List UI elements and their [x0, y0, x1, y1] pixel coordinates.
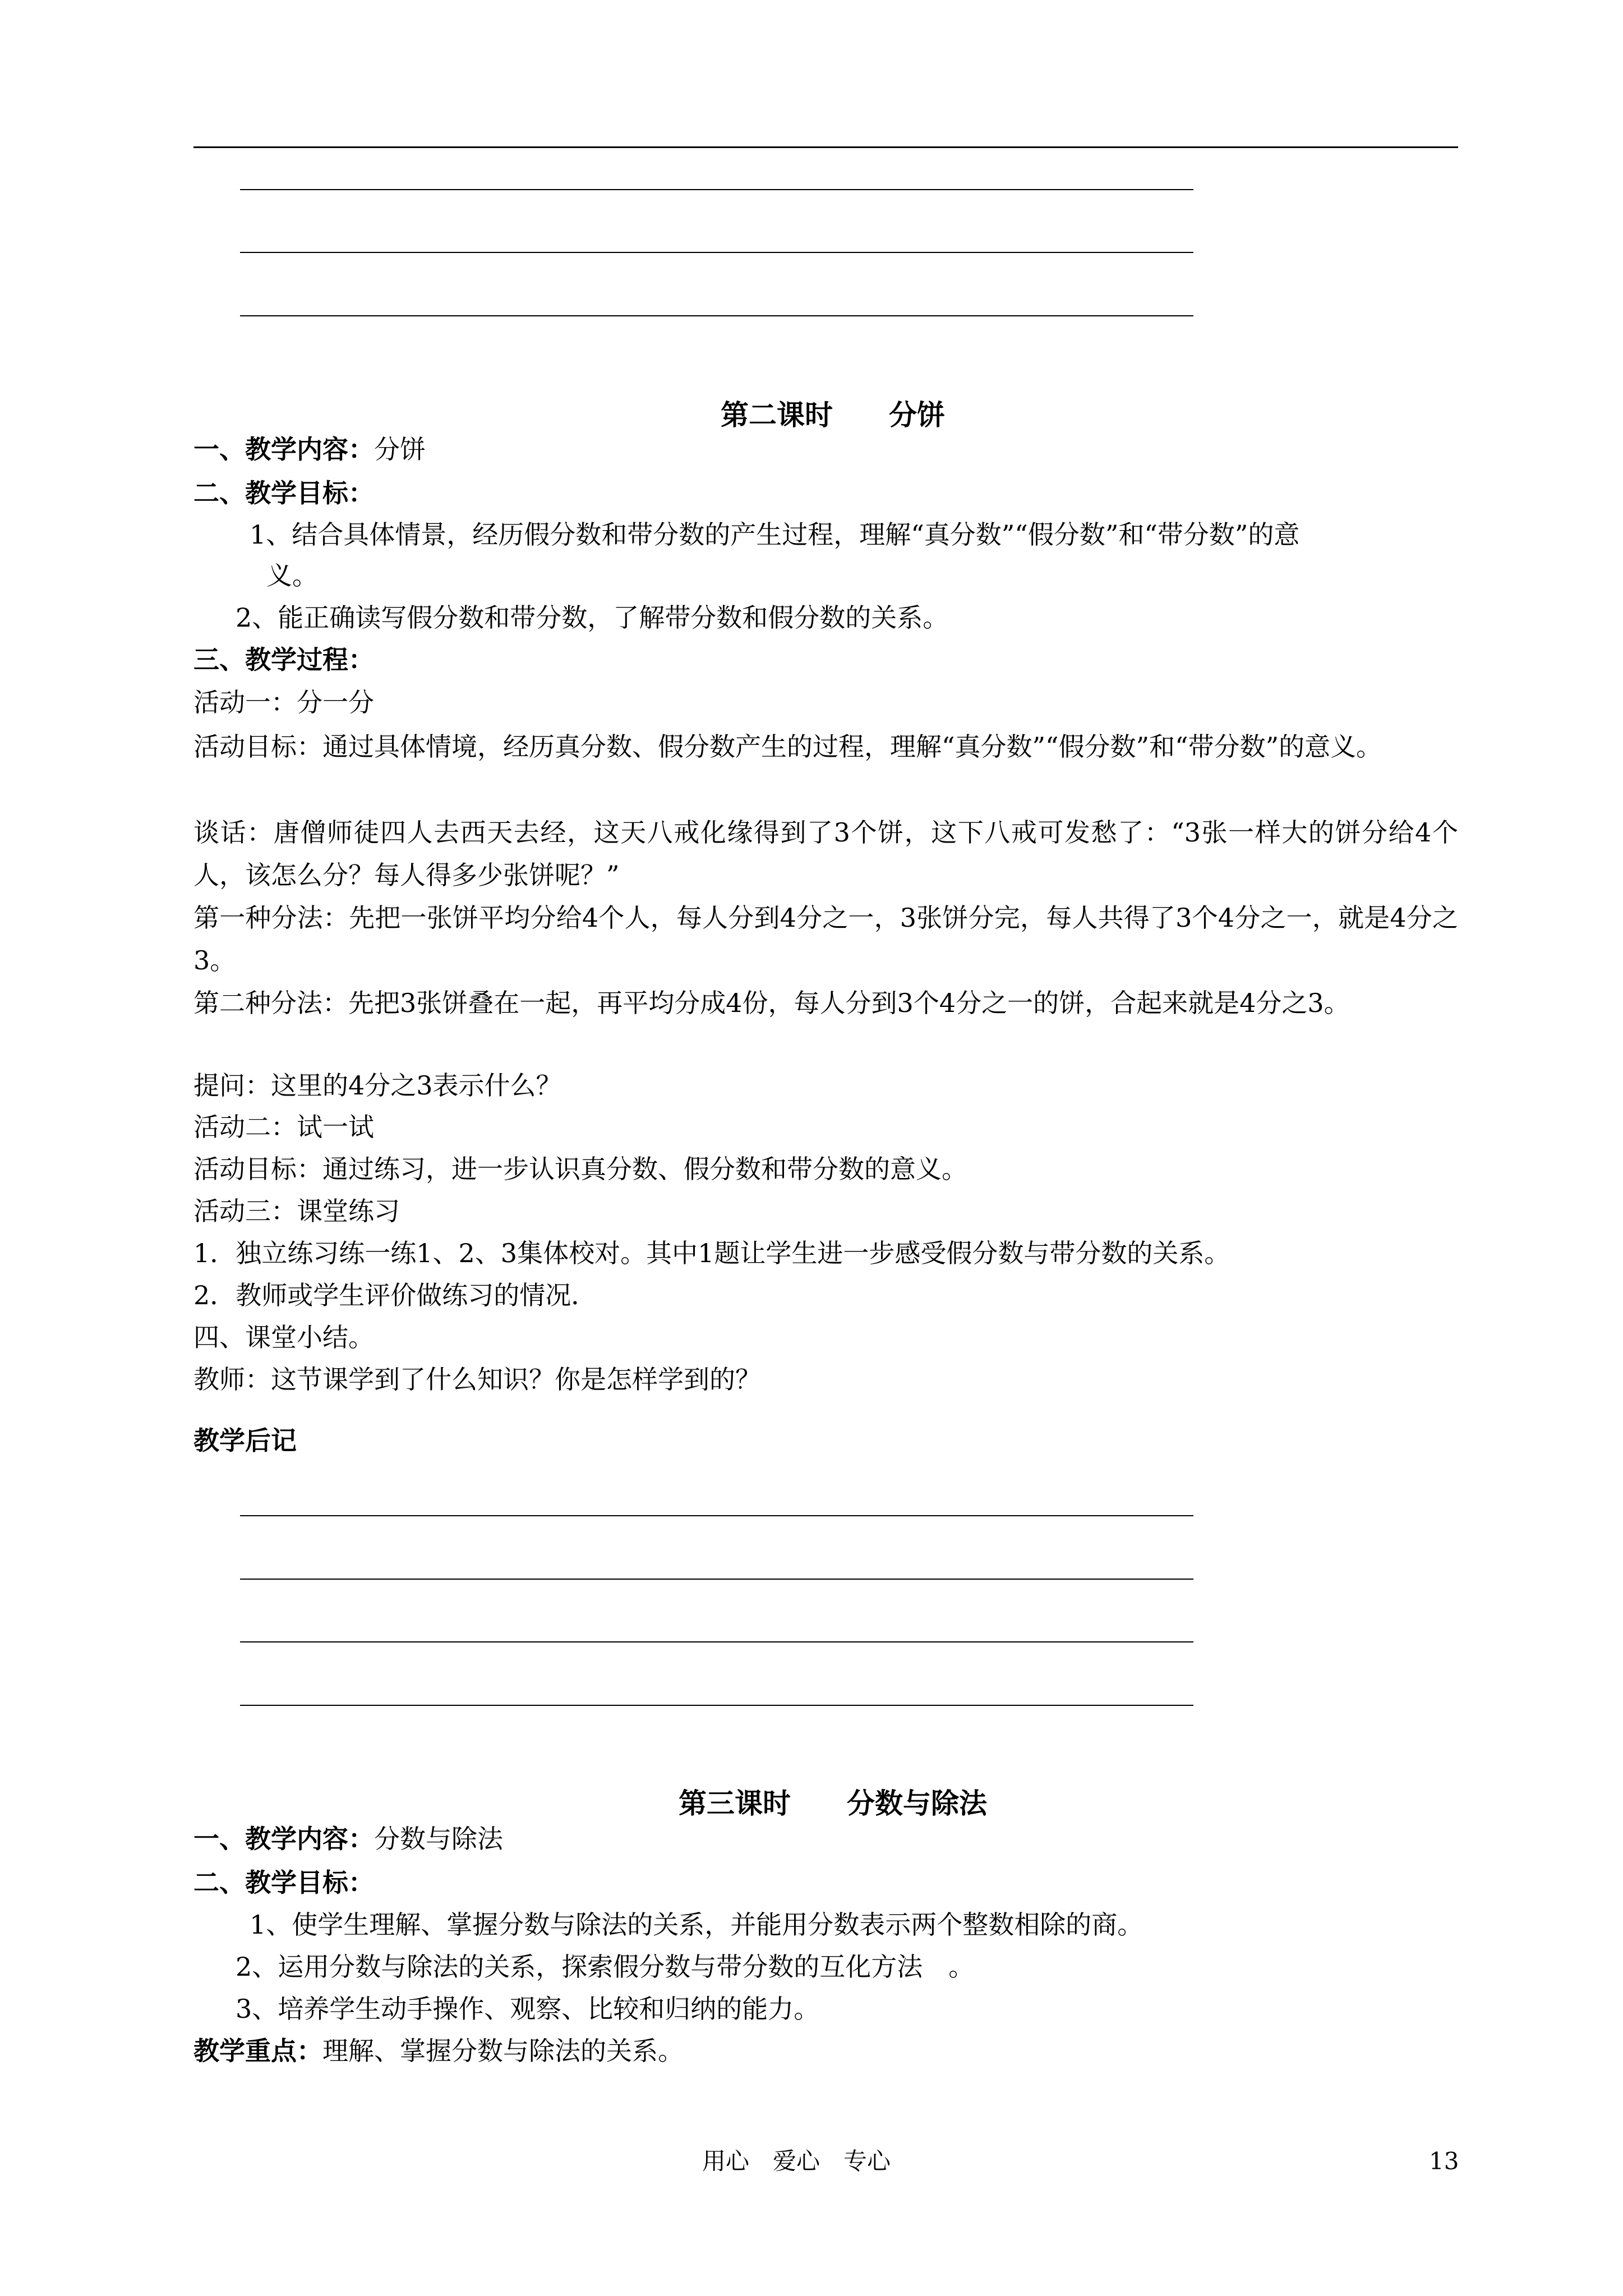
- lesson2-content-label: 一、教学内容：: [193, 434, 374, 464]
- lesson2-activity1: 活动一：分一分: [193, 687, 374, 717]
- lesson2-talk: 谈话：唐僧师徒四人去西天去经，这天八戒化缘得到了3个饼，这下八戒可发愁了：“3张一样大的饼分给4个人，该怎么分？每人得多少张饼呢？”: [193, 817, 1458, 890]
- blank-writing-line: [240, 1705, 1193, 1706]
- blank-writing-line: [240, 189, 1193, 190]
- blank-writing-line: [240, 315, 1193, 316]
- lesson3-key-value: 理解、掌握分数与除法的关系。: [322, 2036, 684, 2066]
- lesson2-exercise2: 2．教师或学生评价做练习的情况．: [193, 1280, 597, 1310]
- header-rule: [193, 146, 1458, 148]
- lesson3-goal2: 2、运用分数与除法的关系，探索假分数与带分数的互化方法 。: [236, 1952, 975, 1982]
- lesson2-question: 提问：这里的4分之3表示什么？: [193, 1070, 562, 1101]
- lesson2-title: 第二课时 分饼: [721, 398, 945, 431]
- blank-writing-line: [240, 252, 1193, 253]
- lesson2-exercise1: 1．独立练习练一练1、2、3集体校对。其中1题让学生进一步感受假分数与带分数的关系。: [193, 1238, 1230, 1268]
- lesson3-key-line: [193, 2035, 684, 2067]
- lesson2-content-line: [193, 434, 426, 465]
- page-number: 13: [1429, 2147, 1459, 2175]
- blank-writing-line: [240, 1579, 1193, 1580]
- lesson2-activity2-goal: 活动目标：通过练习，进一步认识真分数、假分数和带分数的意义。: [193, 1154, 967, 1184]
- lesson3-content-label: 一、教学内容：: [193, 1824, 374, 1854]
- lesson3-content-line: [193, 1823, 503, 1855]
- lesson3-content-value: 分数与除法: [374, 1824, 503, 1854]
- blank-writing-line: [240, 1641, 1193, 1642]
- footer-motto: 用心 爱心 专心: [702, 2147, 891, 2175]
- lesson3-goals-label: 二、教学目标：: [193, 1867, 374, 1898]
- lesson2-process-label: 三、教学过程：: [193, 645, 374, 675]
- lesson3-goal3: 3、培养学生动手操作、观察、比较和归纳的能力。: [236, 1994, 820, 2024]
- lesson2-activity2: 活动二：试一试: [193, 1112, 374, 1142]
- lesson2-goal1-line1: 1、结合具体情景，经历假分数和带分数的产生过程，理解“真分数”“假分数”和“带分数”的意: [250, 519, 1300, 550]
- lesson2-activity1-goal: 活动目标：通过具体情境，经历真分数、假分数产生的过程，理解“真分数”“假分数”和“带分数”的意义。: [193, 731, 1382, 762]
- lesson3-key-label: 教学重点：: [193, 2036, 322, 2066]
- blank-writing-line: [240, 1515, 1193, 1516]
- lesson3-goal1: 1、使学生理解、掌握分数与除法的关系，并能用分数表示两个整数相除的商。: [250, 1910, 1144, 1940]
- lesson2-goal2: 2、能正确读写假分数和带分数，了解带分数和假分数的关系。: [236, 602, 949, 633]
- lesson2-method1: 第一种分法：先把一张饼平均分给4个人，每人分到4分之一，3张饼分完，每人共得了3个4分之一，就是4分之3。: [193, 903, 1458, 976]
- lesson2-summary: 四、课堂小结。: [193, 1322, 374, 1352]
- lesson2-activity3: 活动三：课堂练习: [193, 1196, 400, 1226]
- lesson3-title: 第三课时 分数与除法: [679, 1787, 987, 1820]
- lesson2-content-value: 分饼: [374, 434, 426, 464]
- lesson2-teacher: 教师：这节课学到了什么知识？你是怎样学到的？: [193, 1364, 761, 1395]
- lesson2-method2: 第二种分法：先把3张饼叠在一起，再平均分成4份，每人分到3个4分之一的饼，合起来就是4分之3。: [193, 988, 1350, 1018]
- lesson2-goal1-line2: 义。: [266, 560, 318, 591]
- lesson2-goals-label: 二、教学目标：: [193, 478, 374, 508]
- lesson2-postscript-label: 教学后记: [193, 1425, 297, 1456]
